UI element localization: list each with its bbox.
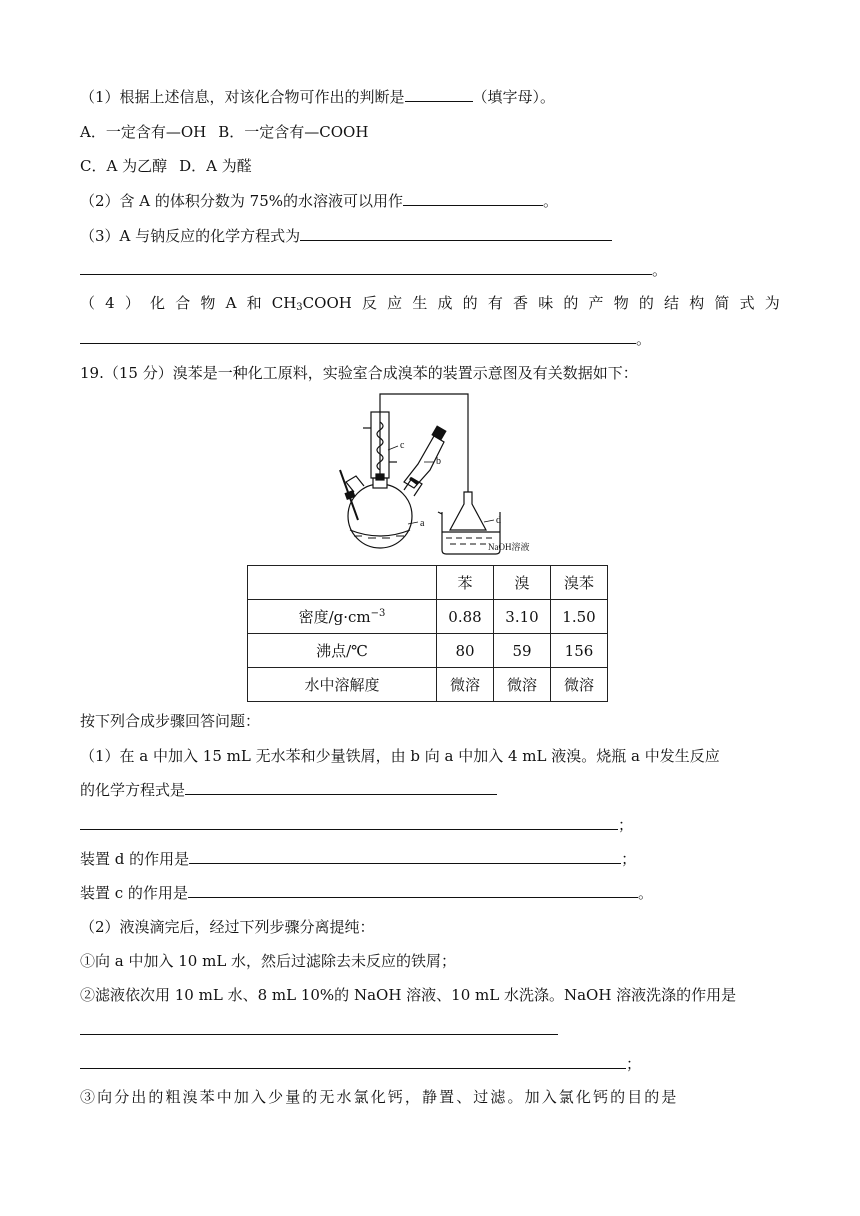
label-naoh: NaOH溶液 — [488, 542, 530, 552]
q19-step2-ii-blank — [80, 1019, 558, 1041]
q18-part2: （2）含 A 的体积分数为 75%的水溶液可以用作 。 — [80, 192, 559, 210]
text-char: 有 — [487, 294, 503, 312]
row-label: 水中溶解度 — [248, 668, 437, 702]
answer-blank[interactable] — [80, 1053, 626, 1069]
table-cell: 3.10 — [494, 600, 551, 634]
q19-step2-intro: （2）液溴滴完后，经过下列步骤分离提纯： — [80, 918, 375, 936]
answer-blank[interactable] — [405, 86, 473, 102]
text-char: 化 — [150, 294, 166, 312]
q19-step2-i: ①向 a 中加入 10 mL 水，然后过滤除去未反应的铁屑； — [80, 952, 457, 970]
text-char: 结 — [664, 294, 680, 312]
text-char: 合 — [175, 294, 191, 312]
table-row — [248, 634, 608, 668]
answer-blank[interactable] — [403, 190, 543, 206]
text-char: 构 — [689, 294, 705, 312]
label-d: d — [496, 515, 501, 526]
text-char: 应 — [387, 294, 403, 312]
q19-step1-line1: （1）在 a 中加入 15 mL 无水苯和少量铁屑，由 b 向 a 中加入 4 mL 液溴。烧瓶 a 中发生反应 — [80, 747, 720, 765]
q19-step2-ii-blank2: ； — [80, 1053, 641, 1075]
table-header-cell: 苯 — [437, 566, 494, 600]
q18-part4-cont: 。 — [80, 328, 651, 350]
table-cell: 微溶 — [551, 668, 608, 702]
row-label: 沸点/℃ — [248, 634, 437, 668]
data-table — [247, 565, 608, 702]
answer-blank[interactable] — [80, 328, 636, 344]
table-cell: 80 — [437, 634, 494, 668]
table-cell: 微溶 — [437, 668, 494, 702]
table-cell: 59 — [494, 634, 551, 668]
text-char: 的 — [462, 294, 478, 312]
option-b[interactable]: B．一定含有—COOH — [218, 123, 369, 141]
label-a: a — [420, 518, 425, 529]
text-char: 简 — [714, 294, 730, 312]
text-char: 香 — [513, 294, 529, 312]
q19-step1-line3: ； — [80, 814, 633, 836]
text-char: ） — [124, 294, 140, 312]
table-cell: 0.88 — [437, 600, 494, 634]
q19-step2-ii: ②滤液依次用 10 mL 水、8 mL 10%的 NaOH 溶液、10 mL 水洗涤。NaOH 溶液洗涤的作用是 — [80, 986, 737, 1004]
option-a[interactable]: A．一定含有—OH — [80, 123, 207, 141]
text-char: A — [225, 294, 237, 312]
table-header-cell: 溴 — [494, 566, 551, 600]
label-c: c — [400, 440, 405, 451]
text-char: 物 — [613, 294, 629, 312]
text-char: 成 — [437, 294, 453, 312]
text-char: 的 — [638, 294, 654, 312]
text-char: 为 — [764, 294, 780, 312]
text-char: 式 — [739, 294, 755, 312]
answer-blank[interactable] — [185, 779, 497, 795]
table-header-row — [248, 566, 608, 600]
q18-options-cd — [80, 155, 252, 177]
option-d[interactable]: D．A 为醛 — [179, 157, 252, 175]
table-header-cell: 溴苯 — [551, 566, 608, 600]
text-char: 的 — [563, 294, 579, 312]
q19-step1-line2: 的化学方程式是 — [80, 779, 497, 801]
q19-device-d: 装置 d 的作用是 ； — [80, 850, 637, 868]
text-char: 和 — [246, 294, 262, 312]
text-char: 反 — [361, 294, 377, 312]
answer-blank[interactable] — [300, 225, 612, 241]
text-char: 生 — [412, 294, 428, 312]
text-char: 4 — [105, 294, 115, 312]
q19-step2-iii: ③向分出的粗溴苯中加入少量的无水氯化钙，静置、过滤。加入氯化钙的目的是 — [80, 1088, 679, 1106]
table-cell: 微溶 — [494, 668, 551, 702]
answer-blank[interactable] — [189, 848, 621, 864]
q18-part3-cont: 。 — [80, 259, 667, 281]
q18-part1: （1）根据上述信息，对该化合物可作出的判断是 （填字母）。 — [80, 88, 556, 106]
q18-part4 — [80, 292, 780, 319]
q18-options-ab — [80, 121, 368, 143]
row-label: 密度$/g\cdot cm^{-3}$ — [248, 600, 437, 634]
text-char: 味 — [538, 294, 554, 312]
label-b: b — [436, 456, 441, 467]
q19-intro: 19.（15 分）溴苯是一种化工原料，实验室合成溴苯的装置示意图及有关数据如下： — [80, 364, 638, 382]
answer-blank[interactable] — [80, 814, 618, 830]
formula-ch3cooh: $CH_3COOH$ — [271, 294, 352, 313]
q19-device-c: 装置 c 的作用是 。 — [80, 884, 653, 902]
option-c[interactable]: C．A 为乙醇 — [80, 157, 168, 175]
text-char: （ — [80, 294, 96, 312]
answer-blank[interactable] — [80, 1019, 558, 1035]
text-char: 产 — [588, 294, 604, 312]
answer-blank[interactable] — [80, 259, 652, 275]
text-char: 物 — [200, 294, 216, 312]
q18-part3: （3）A 与钠反应的化学方程式为 — [80, 225, 612, 247]
table-cell: 156 — [551, 634, 608, 668]
table-cell: 1.50 — [551, 600, 608, 634]
table-row — [248, 600, 608, 634]
table-row — [248, 668, 608, 702]
answer-blank[interactable] — [188, 882, 638, 898]
table-header-cell — [248, 566, 437, 600]
apparatus-diagram — [318, 392, 568, 562]
q19-steps-intro: 按下列合成步骤回答问题： — [80, 712, 261, 730]
